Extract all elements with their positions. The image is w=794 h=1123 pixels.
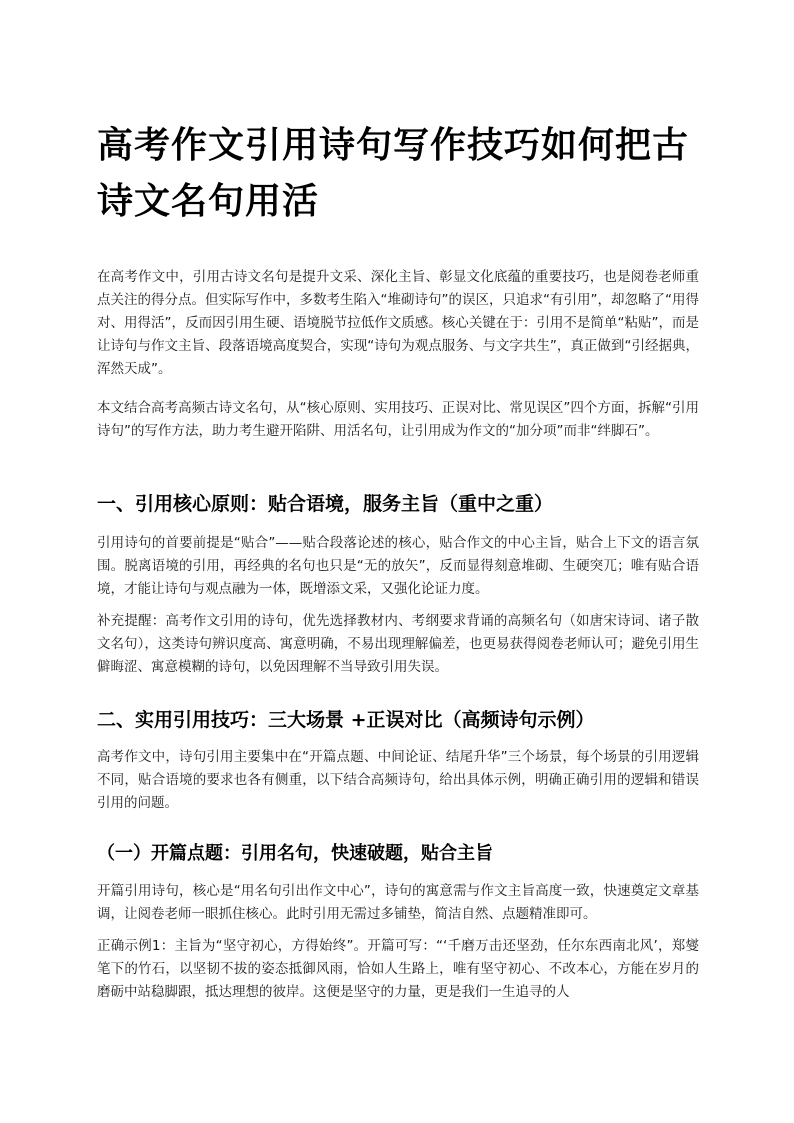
subsection-1-heading: （一）开篇点题：引用名句，快速破题，贴合主旨 bbox=[97, 843, 493, 864]
subsection-1-paragraph-2: 正确示例1：主旨为“坚守初心，方得始终”。开篇可写：“‘千磨万击还坚劲，任尔东西南北风’，郑燮笔下的竹石，以坚韧不拔的姿态抵御风雨，恰如人生路上，唯有坚守初心、不改本心，方能在岁月的磨砺中站稳脚跟，抵达理想的彼岸。这便是坚守的力量，更是我们一生追寻的人 bbox=[97, 938, 699, 1000]
intro-paragraph-1: 在高考作文中，引用古诗文名句是提升文采、深化主旨、彰显文化底蕴的重要技巧，也是阅卷老师重点关注的得分点。但实际写作中，多数考生陷入“堆砌诗句”的误区，只追求“有引用”，却忽略了“用得对、用得活”，反而因引用生硬、语境脱节拉低作文质感。核心关键在于：引用不是简单“粘贴”，而是让诗句与作文主旨、段落语境高度契合，实现“诗句为观点服务、与文字共生”，真正做到“引经据典，浑然天成”。 bbox=[97, 269, 699, 377]
section-2-paragraph-1: 高考作文中，诗句引用主要集中在“开篇点题、中间论证、结尾升华”三个场景，每个场景的引用逻辑不同，贴合语境的要求也各有侧重，以下结合高频诗句，给出具体示例，明确正确引用的逻辑和错误引用的问题。 bbox=[97, 749, 699, 811]
document-title: 高考作文引用诗句写作技巧如何把古诗文名句用活 bbox=[97, 125, 690, 222]
section-1-heading: 一、引用核心原则：贴合语境，服务主旨（重中之重） bbox=[97, 493, 554, 515]
section-2-heading: 二、实用引用技巧：三大场景 +正误对比（高频诗句示例） bbox=[97, 709, 595, 731]
section-1-paragraph-1: 引用诗句的首要前提是“贴合”——贴合段落论述的核心，贴合作文的中心主旨，贴合上下文的语言氛围。脱离语境的引用，再经典的名句也只是“无的放矢”，反而显得刻意堆砌、生硬突兀；唯有贴合语境，才能让诗句与观点融为一体，既增添文采，又强化论证力度。 bbox=[97, 535, 699, 597]
section-1-paragraph-2: 补充提醒：高考作文引用的诗句，优先选择教材内、考纲要求背诵的高频名句（如唐宋诗词、诸子散文名句），这类诗句辨识度高、寓意明确，不易出现理解偏差，也更易获得阅卷老师认可；避免引用生僻晦涩、寓意模糊的诗句，以免因理解不当导致引用失误。 bbox=[97, 613, 699, 675]
intro-paragraph-2: 本文结合高考高频古诗文名句，从“核心原则、实用技巧、正误对比、常见误区”四个方面，拆解“引用诗句”的写作方法，助力考生避开陷阱、用活名句，让引用成为作文的“加分项”而非“绊脚石”。 bbox=[97, 400, 699, 439]
subsection-1-paragraph-1: 开篇引用诗句，核心是“用名句引出作文中心”，诗句的寓意需与作文主旨高度一致，快速奠定文章基调，让阅卷老师一眼抓住核心。此时引用无需过多铺垫，简洁自然、点题精准即可。 bbox=[97, 883, 699, 922]
